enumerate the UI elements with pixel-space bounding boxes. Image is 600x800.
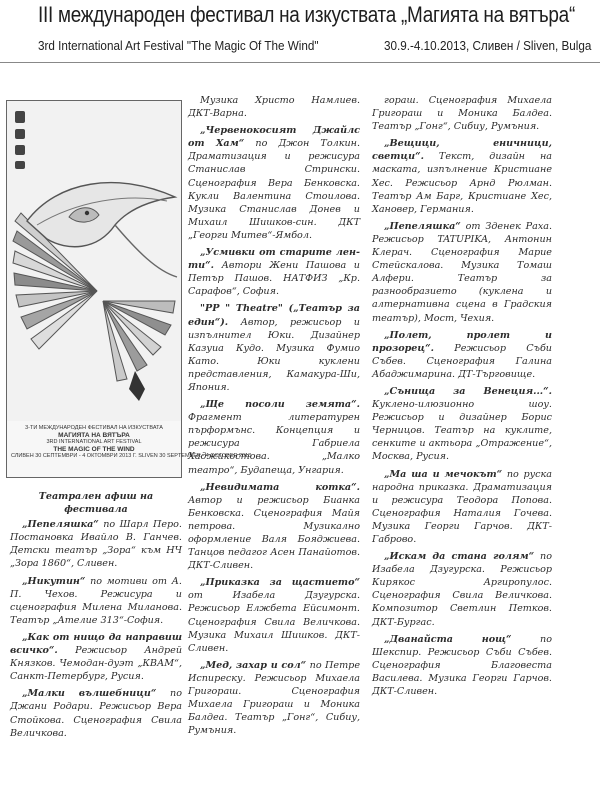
play-details: гораш. Сценография Михаела Григораш и Моника Балдеа. Театър „Гонг“, Сибиу, Румъния.	[372, 95, 552, 133]
bird-eye	[85, 211, 89, 215]
text-column-3	[372, 94, 552, 798]
poster-caption-line-1: 3-ТИ МЕЖДУНАРОДЕН ФЕСТИВАЛ НА ИЗКУСТВАТА	[25, 425, 163, 431]
play-title: „Малки вълшебници“	[22, 688, 157, 700]
play-title: „Приказка за щастието“	[200, 577, 360, 589]
logo-mark-4	[15, 161, 25, 169]
play-title: „Червенокосият Джайлс от Хам“	[188, 125, 360, 150]
play-entry	[188, 302, 360, 394]
play-entry	[10, 518, 182, 570]
play-entry	[10, 631, 182, 683]
text-column-1	[10, 490, 182, 798]
play-entry	[372, 550, 552, 629]
play-details: по руска народна приказка. Драматизация и режисура Теодора Попова. Сценография Наталия Гочева. Музика Георги Гарчов. ДКТ-Габрово.	[372, 468, 552, 545]
play-details: по Петре Испиреску. Режисьор Михаела Григораш. Сценография Михаела Григораш и Моника Балдеа. Театър „Гонг“, Сибиу, Румъния.	[188, 659, 361, 737]
play-title: „Усмивки от старите лен-ти“.	[188, 247, 360, 272]
festival-subtitle-english: 3rd International Art Festival "The Magic Of The Wind"	[38, 38, 319, 53]
play-title: „Искам да стана голям“	[384, 551, 535, 563]
play-entry	[188, 124, 360, 242]
play-details: Автор, режисьор и изпълнител Юки. Дизайнер Казуиа Кудо. Музика Фумио Като. Юки куклени представления, Камакура-Ши, Япония.	[188, 316, 360, 393]
play-details: по Джон Толкин. Драматизация и режисура Станислав Стрински. Сценография Вера Бенковска. Кукли Валентина Стоилова. Музика Станислав Донев и Михаил Шишков-син. ДКТ „Георги Митев“-Ямбол.	[188, 138, 360, 241]
play-details: от Изабела Дзугурска. Режисьор Елжбета Ейсимонт. Сценография Свила Величкова. Музика Михаил Шишков. ДКТ-Сливен.	[188, 590, 360, 654]
poster-caption-line-3: 3RD INTERNATIONAL ART FESTIVAL	[46, 439, 142, 445]
play-entry	[372, 633, 552, 698]
play-details: Автори Жени Пашова и Петър Пашов. НАТФИЗ „Кр. Сарафов“, София.	[188, 260, 360, 298]
play-title: „Как от нищо да направиш всичко“.	[10, 631, 182, 657]
play-details: Текст, дизайн на маската, изпълнение Кристиане Хес. Режисьор Арнд Рюлман. Театър Ам Барг, Кристиане Хес, Хановер, Германия.	[372, 151, 552, 215]
play-entry	[188, 398, 360, 477]
play-title: „Пепеляшка“	[384, 220, 461, 232]
play-title: „Невидимата котка“.	[200, 481, 360, 493]
play-details: Режисьор Съби Събев. Сценография Галина Абаджимарина. ДТ-Търговище.	[372, 342, 552, 380]
play-title: „Ще посоли земята“.	[200, 399, 360, 411]
playbill-heading: Театрален афиш на фестивала	[38, 491, 154, 516]
play-entry	[188, 481, 360, 573]
play-entry	[188, 576, 360, 655]
page-header	[0, 0, 600, 63]
festival-title: III международен фестивал на изкуствата „Магията на вятъра“	[38, 2, 575, 27]
poster-caption-line-4: THE MAGIC OF THE WIND	[53, 446, 135, 453]
play-title: „Полет, пролет и прозорец“.	[372, 329, 552, 354]
play-entry	[10, 687, 182, 739]
wind-bird-illustration	[7, 101, 181, 421]
play-title: „Ма ша и мечокът“	[384, 468, 503, 480]
play-details: по Шекспир. Режисьор Съби Събев. Сценография Благовеста Василева. Музика Георги Гарчов. ДКТ-Сливен.	[372, 633, 552, 698]
text-column-2	[188, 94, 360, 798]
play-entry	[372, 385, 552, 464]
play-details: Автор и режисьор Бианка Бенковска. Сценография Майя петрова. Музикално оформление Валя Бояджиева. Танцов педагог Асен Панайотов. ДКТ-Сливен.	[188, 494, 360, 572]
play-details: Фрагмент литературен пърформънс. Концепция и режисура Габриела Хаджикостова. „Малко театро“, Будапеща, Унгария.	[188, 412, 360, 476]
play-details: Кукленo-илюзионно шоу. Режисьор и дизайнер Борис Черницов. Театър на куклите, сенките и актьора „Отражение“, Москва, Русия.	[372, 399, 552, 463]
play-title: „Мед, захар и сол“	[200, 659, 307, 671]
play-entry	[372, 468, 552, 547]
play-details: по Джани Родари. Режисьор Вера Стойкова. Сценография Свила Величкова.	[10, 688, 182, 739]
logo-mark-1	[15, 111, 25, 123]
play-details: по мотиви от А. П. Чехов. Режисура и сценография Милена Миланова. Театър „Ателие 313“-София.	[10, 575, 182, 626]
play-details: Режисьор Андрей Князков. Чемодан-дуэт „КВАМ“, Санкт-Петербург, Русия.	[10, 645, 182, 683]
logo-mark-3	[15, 145, 25, 155]
play-entry	[10, 575, 182, 627]
play-title: „Вещици, еничници, светци“.	[372, 138, 552, 163]
play-title: „Пепеляшка“	[22, 519, 99, 531]
play-entry	[372, 137, 552, 216]
play-details: по Шарл Перо. Постановка Ивайло В. Ганчев. Детски театър „Зора“ към НЧ „Зора 1860“, Сливен.	[10, 519, 182, 570]
play-title: „Дванайста нощ“	[384, 633, 512, 645]
play-details: от Зденек Раха. Режисьор TATUPIKA, Антонин Клерач. Сценография Марие Стейскалова. Музика Томаш Алфери. Театър за разнообразието (куклена и алтернативна сцена в Градския театър), Мост, Чехия.	[372, 220, 552, 324]
play-title: "PP " Theatre" („Театър за един“).	[188, 303, 360, 328]
play-entry	[188, 246, 360, 298]
play-entry	[188, 659, 360, 738]
festival-dates-location: 30.9.-4.10.2013, Сливен / Sliven, Bulga	[384, 38, 592, 53]
play-details: Музика Христо Намлиев. ДКТ-Варна.	[188, 95, 360, 120]
play-details: по Изабела Дзугурска. Режисьор Кирякос Аргиропулос. Сценография Свила Величкова. Композитор Светлин Петков. ДКТ-Бургас.	[372, 551, 552, 628]
play-entry	[372, 329, 552, 381]
play-title: „Сънища за Венеция...“.	[384, 385, 552, 397]
poster-caption	[11, 425, 252, 460]
festival-poster	[6, 100, 252, 478]
play-entry	[188, 94, 360, 120]
logo-mark-2	[15, 129, 25, 139]
play-entry	[372, 94, 552, 133]
poster-caption-line-2: МАГИЯТА НА ВЯТЪРА	[58, 432, 130, 439]
play-title: „Никутин“	[22, 575, 86, 587]
play-entry	[372, 220, 552, 325]
poster-caption-line-5: СЛИВЕН 30 СЕПТЕМВРИ - 4 ОКТОМВРИ 2013 Г. SLIVEN 30 SEPTEMBER - 4 OCTOBER 2013	[11, 453, 252, 459]
